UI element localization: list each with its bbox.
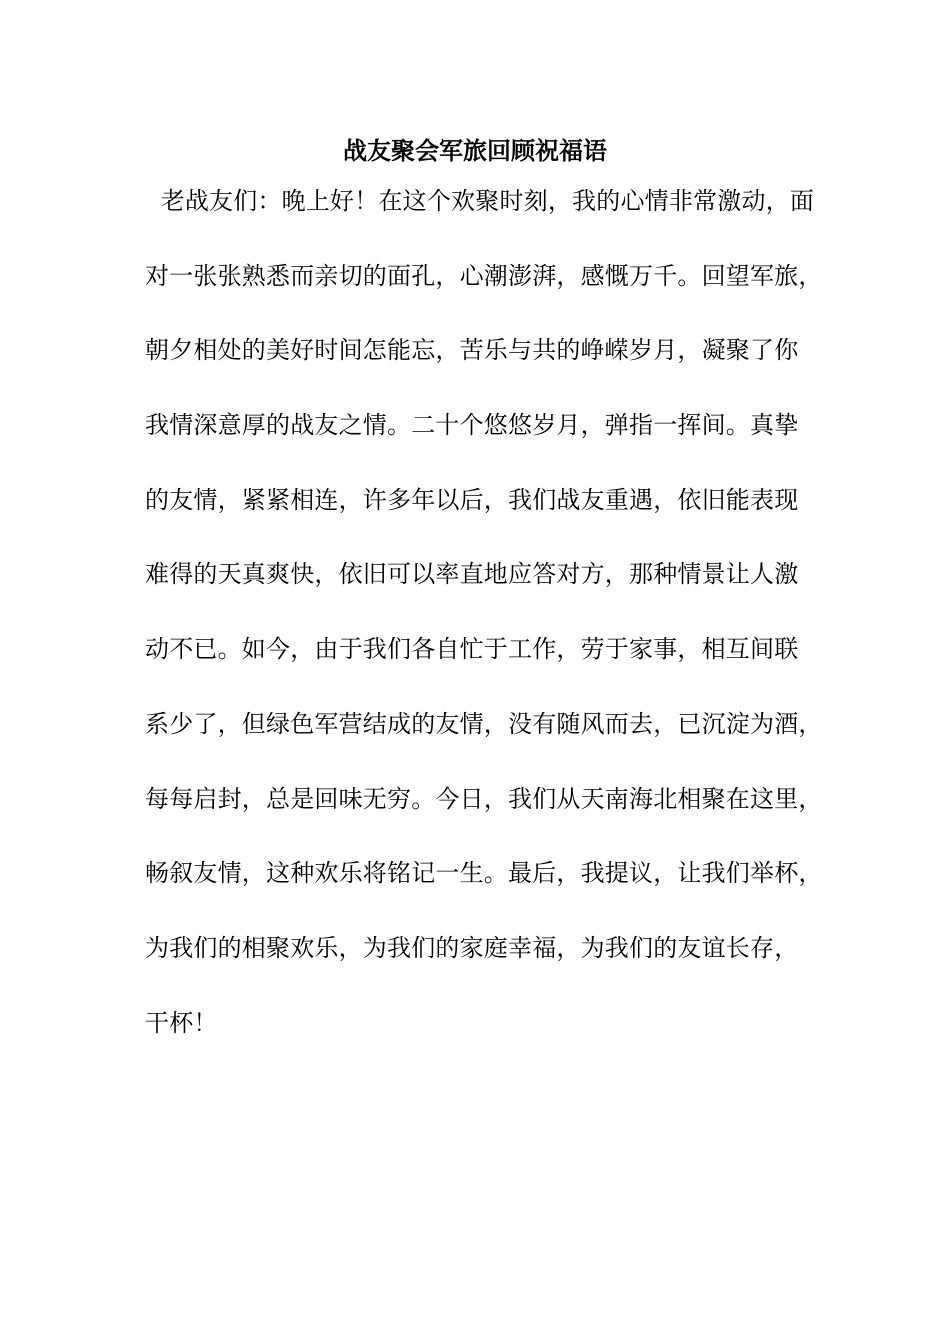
- document-title: 战友聚会军旅回顾祝福语: [343, 136, 607, 165]
- body-line: 系少了，但绿色军营结成的友情，没有随风而去，已沉淀为酒，: [145, 709, 823, 738]
- body-line: 朝夕相处的美好时间怎能忘，苦乐与共的峥嵘岁月，凝聚了你: [145, 336, 799, 365]
- body-line: 动不已。如今，由于我们各自忙于工作，劳于家事，相互间联: [145, 635, 799, 664]
- body-line: 的友情，紧紧相连，许多年以后，我们战友重遇，依旧能表现: [145, 485, 799, 514]
- body-line: 我情深意厚的战友之情。二十个悠悠岁月，弹指一挥间。真挚: [145, 411, 799, 440]
- body-line: 老战友们：晚上好！在这个欢聚时刻，我的心情非常激动，面: [145, 187, 815, 215]
- document-body: [145, 181, 835, 1077]
- body-line: 为我们的相聚欢乐，为我们的家庭幸福，为我们的友谊长存，: [145, 933, 799, 962]
- body-line: 畅叙友情，这种欢乐将铭记一生。最后，我提议，让我们举杯，: [145, 859, 823, 888]
- body-line: 干杯！: [145, 1008, 218, 1037]
- body-line: 难得的天真爽快，依旧可以率直地应答对方，那种情景让人激: [145, 560, 799, 589]
- body-line: 每每启封，总是回味无穷。今日，我们从天南海北相聚在这里，: [145, 784, 823, 813]
- body-line: 对一张张熟悉而亲切的面孔，心潮澎湃，感慨万千。回望军旅，: [145, 261, 823, 290]
